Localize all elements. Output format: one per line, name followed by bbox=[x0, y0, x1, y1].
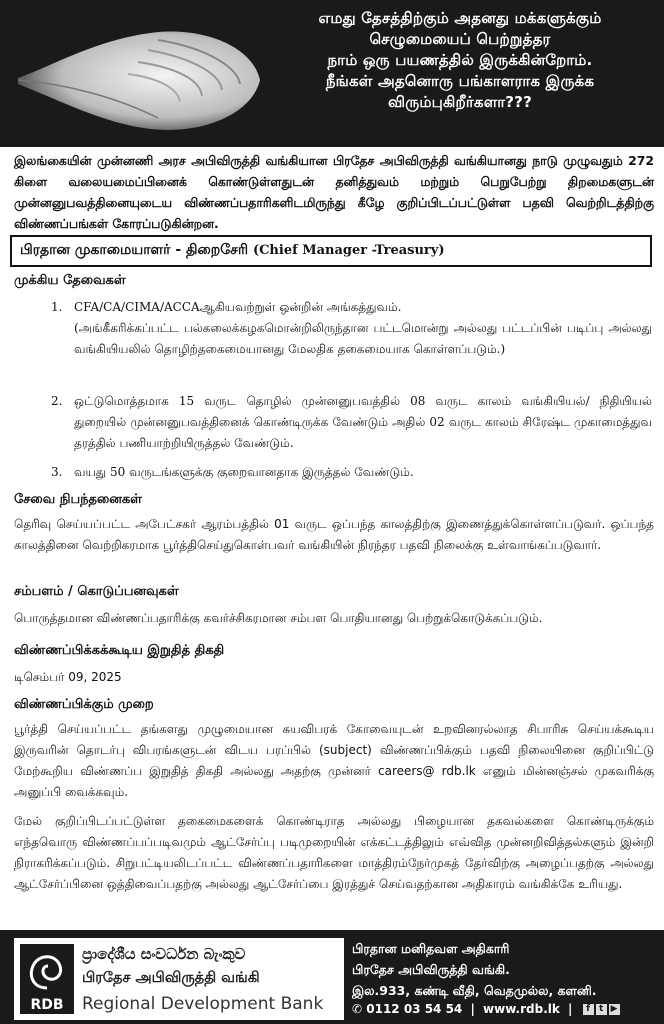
service-heading: சேவை நிபந்தனைகள் bbox=[14, 492, 142, 507]
logo-mark bbox=[20, 944, 74, 1014]
phone-icon: ✆ bbox=[352, 1002, 363, 1016]
deadline-date: டிசெம்பர் 09, 2025 bbox=[14, 670, 122, 684]
banner-line: எமது தேசத்திற்கும் அதனது மக்களுக்கும் bbox=[318, 9, 602, 27]
logo-abbr: RDB bbox=[20, 996, 74, 1014]
contact-address bbox=[352, 938, 597, 1001]
address-line: பிரதான மனிதவள அதிகாரி bbox=[352, 941, 510, 956]
requirement-item-1 bbox=[52, 297, 652, 360]
separator: | bbox=[568, 1002, 573, 1016]
contact-line bbox=[352, 1002, 620, 1016]
header-banner bbox=[0, 0, 664, 147]
footer bbox=[0, 930, 664, 1024]
item-text: ஒட்டுமொத்தமாக 15 வருட தொழில் முன்னனுபவத்தில் 08 வருட காலம் வங்கியியல்/ நிதியியல் துறையில் முன்னனுபவத்தினைக் கொண்டிருக்க வேண்டும் அதில் 02 வருட காலம் சிரேஷ்ட முகாமைத்துவ தரத்தில் பணியாற்றியிருத்தல் வேண்டும். bbox=[74, 394, 652, 450]
rdb-logo bbox=[14, 938, 344, 1020]
banner-line: நீங்கள் அதனொரு பங்காளராக இருக்க bbox=[325, 72, 595, 90]
logo-sinhala: ප්‍රාදේශීය සංවර්ධන බැංකුව bbox=[82, 945, 246, 963]
requirements-heading: முக்கிய தேவைகள் bbox=[14, 273, 126, 288]
requirement-item-2 bbox=[52, 391, 652, 454]
method-heading: விண்ணப்பிக்கும் முறை bbox=[14, 697, 154, 712]
banner-line: நாம் ஒரு பயணத்தில் இருக்கின்றோம். bbox=[327, 51, 593, 69]
banner-line: செழுமையைப் பெற்றுத்தர bbox=[369, 30, 551, 48]
position-title-tamil: பிரதான முகாமையாளர் - திறைசேரி bbox=[20, 242, 249, 258]
item-number: 1. bbox=[51, 300, 63, 314]
address-line: இல.933, கண்டி வீதி, வெதமுல்ல, களனி. bbox=[352, 983, 597, 998]
phone-number: 0112 03 54 54 bbox=[366, 1002, 463, 1016]
twitter-icon[interactable]: t bbox=[596, 1004, 607, 1015]
banner-slogan bbox=[258, 8, 662, 113]
logo-spiral-icon bbox=[20, 944, 74, 996]
item-text: வயது 50 வருடங்களுக்கு குறைவானதாக இருத்தல் வேண்டும். bbox=[74, 465, 414, 479]
item-text: CFA/CA/CIMA/ACCAஆகியவற்றுள் ஒன்றின் அங்கத்துவம். bbox=[74, 300, 402, 314]
item-number: 3. bbox=[51, 465, 63, 479]
logo-tamil: பிரதேச அபிவிருத்தி வங்கி bbox=[82, 970, 260, 986]
address-line: பிரதேச அபிவிருத்தி வங்கி. bbox=[352, 962, 510, 977]
method-text-1: பூர்த்தி செய்யப்பட்ட தங்களது முழுமையான சுயவிபரக் கோவையுடன் உறவினரல்லாத சிபாரிசு செய்யக்கூடிய இருவரின் தொடர்பு விபரங்களுடன் விடய பரப்பில் (subject) விண்ணப்பிக்கும் பதவி நிலையினை குறிப்பிட்டு மேற்கூறிய விண்ணப்ப இறுதித் திகதி அல்லது அதற்கு முன்னர் careers@ rdb.lk எனும் மின்னஞ்சல் முகவரிக்கு அனுப்பி வைக்கவும். bbox=[14, 722, 654, 799]
position-title bbox=[10, 235, 652, 267]
method-text-2: மேல் குறிப்பிடப்பட்டுள்ள தகைமைகளைக் கொண்டிராத அல்லது பிழையான தகவல்களை கொண்டிருக்கும் எந்தவொரு விண்ணப்பப்படிவமும் ஆட்சேர்ப்பு படிமுறையின் எக்கட்டத்திலும் எவ்வித முன்னறிவித்தல்களும் இன்றி நிராகரிக்கப்படும். சிறுபட்டியலிடப்பட்ட விண்ணப்பதாரிகளை மாத்திரம்நேர்முகத் தேர்விற்கு அழைப்பதற்கு அல்லது ஆட்சேர்ப்பினை ஒத்திவைப்பதற்கு அல்லது ஆட்சேர்ப்பை இரத்துச் செய்வதற்கான அதிகாரம் வங்கிக்கே உரியது. bbox=[14, 814, 654, 891]
separator: | bbox=[470, 1002, 475, 1016]
conch-shell-image bbox=[8, 18, 266, 138]
deadline-heading: விண்ணப்பிக்கக்கூடிய இறுதித் திகதி bbox=[14, 643, 225, 658]
item-subtext: (அங்கீகரிக்கப்பட்ட பல்கலைக்கழகமொன்றிலிருந்தான பட்டமொன்று அல்லது பட்டப்பின் படிப்பு அல்லது வங்கியியலில் தொழிற்தகைமையானது மேலதிக தகைமையாக கொள்ளப்படும்.) bbox=[74, 321, 652, 356]
logo-english: Regional Development Bank bbox=[82, 994, 324, 1014]
salary-heading: சம்பளம் / கொடுப்பனவுகள் bbox=[14, 584, 179, 599]
facebook-icon[interactable]: f bbox=[583, 1004, 594, 1015]
requirement-item-3 bbox=[52, 462, 652, 483]
salary-text: பொருத்தமான விண்ணப்பதாரிக்கு கவர்ச்சிகரமான சம்பள பொதியானது பெற்றுக்கொடுக்கப்படும். bbox=[14, 611, 543, 625]
position-title-english: (Chief Manager -Treasury) bbox=[252, 243, 445, 258]
website-link[interactable]: www.rdb.lk bbox=[483, 1002, 560, 1016]
service-text: தெரிவு செய்யப்பட்ட அபேட்சகர் ஆரம்பத்தில் 01 வருட ஒப்பந்த காலத்திற்கு இணைத்துக்கொள்ளப்படுவர். ஒப்பந்த காலத்தினை வெற்றிகரமாக பூர்த்திசெய்துகொள்பவர் வங்கியின் நிரந்தர பதவி நிலைக்கு உள்வாங்கப்படுவார். bbox=[14, 517, 654, 552]
item-number: 2. bbox=[51, 394, 63, 408]
banner-line: விரும்புகிறீர்களா??? bbox=[388, 93, 532, 111]
intro-paragraph: இலங்கையின் முன்னணி அரச அபிவிருத்தி வங்கியான பிரதேச அபிவிருத்தி வங்கியானது நாடு முழுவதும் 272 கிளை வலையமைப்பினைக் கொண்டுள்ளதுடன் தனித்துவம் மற்றும் பெறுபேற்று திறமைகளுடன் முன்னனுபவத்தினையுடைய விண்ணப்பதாரிகளிடமிருந்து கீழே குறிப்பிடப்பட்டுள்ள பதவி வெற்றிடத்திற்கு விண்ணப்பங்கள் கோரப்படுகின்றன. bbox=[14, 153, 654, 231]
youtube-icon[interactable]: ▶ bbox=[609, 1004, 620, 1015]
